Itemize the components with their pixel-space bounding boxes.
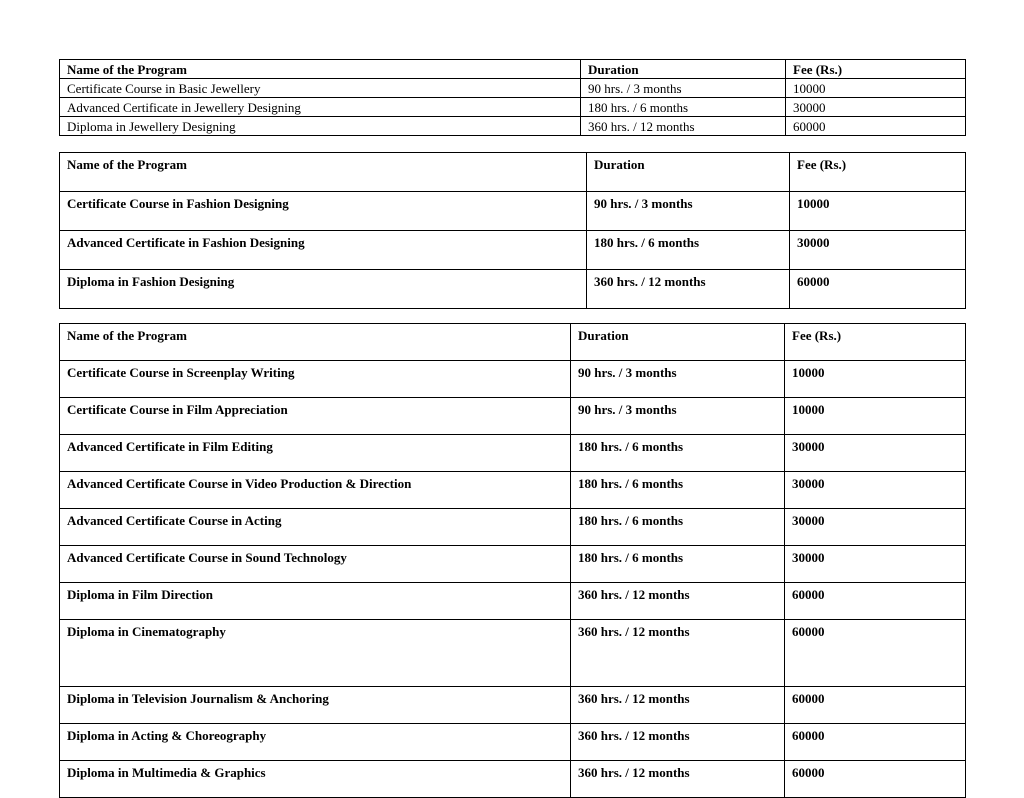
table-header-row [60,153,966,192]
program-cell: Advanced Certificate in Fashion Designing [60,231,587,270]
program-cell: Diploma in Multimedia & Graphics [60,761,571,798]
program-cell: Advanced Certificate in Film Editing [60,435,571,472]
program-cell: Diploma in Jewellery Designing [60,117,581,136]
fee-cell: 10000 [786,79,966,98]
table-header-row [60,324,966,361]
duration-cell: 180 hrs. / 6 months [571,472,785,509]
duration-cell: 90 hrs. / 3 months [587,192,790,231]
table-row [60,620,966,687]
duration-cell: 180 hrs. / 6 months [587,231,790,270]
fee-cell: 30000 [786,98,966,117]
table-row [60,761,966,798]
program-cell: Diploma in Fashion Designing [60,270,587,309]
table-row [60,117,966,136]
fee-cell: 30000 [785,509,966,546]
header-duration: Duration [581,60,786,79]
duration-cell: 360 hrs. / 12 months [571,724,785,761]
header-program: Name of the Program [60,324,571,361]
program-cell: Advanced Certificate Course in Video Production & Direction [60,472,571,509]
table-row [60,687,966,724]
table-row [60,270,966,309]
fee-cell: 30000 [785,472,966,509]
table-row [60,724,966,761]
table-row [60,398,966,435]
fee-cell: 60000 [790,270,966,309]
program-cell: Diploma in Film Direction [60,583,571,620]
duration-cell: 360 hrs. / 12 months [571,620,785,687]
table-row [60,361,966,398]
program-cell: Diploma in Acting & Choreography [60,724,571,761]
header-duration: Duration [571,324,785,361]
duration-cell: 360 hrs. / 12 months [571,583,785,620]
program-cell: Advanced Certificate Course in Acting [60,509,571,546]
table-row [60,192,966,231]
film-programs-table [59,323,966,798]
duration-cell: 90 hrs. / 3 months [571,361,785,398]
program-cell: Diploma in Television Journalism & Anchoring [60,687,571,724]
table-row [60,435,966,472]
program-cell: Advanced Certificate in Jewellery Designing [60,98,581,117]
fee-cell: 10000 [790,192,966,231]
program-cell: Certificate Course in Film Appreciation [60,398,571,435]
table-row [60,472,966,509]
header-duration: Duration [587,153,790,192]
fee-cell: 30000 [785,546,966,583]
header-program: Name of the Program [60,60,581,79]
duration-cell: 360 hrs. / 12 months [571,687,785,724]
fee-cell: 60000 [785,724,966,761]
duration-cell: 180 hrs. / 6 months [571,435,785,472]
program-cell: Certificate Course in Fashion Designing [60,192,587,231]
duration-cell: 360 hrs. / 12 months [587,270,790,309]
fee-cell: 10000 [785,398,966,435]
program-cell: Diploma in Cinematography [60,620,571,687]
fee-cell: 60000 [786,117,966,136]
program-cell: Certificate Course in Screenplay Writing [60,361,571,398]
fee-cell: 30000 [785,435,966,472]
fee-cell: 10000 [785,361,966,398]
table-row [60,583,966,620]
duration-cell: 180 hrs. / 6 months [581,98,786,117]
header-fee: Fee (Rs.) [786,60,966,79]
table-row [60,509,966,546]
program-cell: Certificate Course in Basic Jewellery [60,79,581,98]
duration-cell: 360 hrs. / 12 months [571,761,785,798]
program-cell: Advanced Certificate Course in Sound Technology [60,546,571,583]
table-row [60,98,966,117]
duration-cell: 180 hrs. / 6 months [571,546,785,583]
table-row [60,546,966,583]
fee-cell: 60000 [785,761,966,798]
fee-cell: 30000 [790,231,966,270]
duration-cell: 180 hrs. / 6 months [571,509,785,546]
fee-cell: 60000 [785,583,966,620]
duration-cell: 360 hrs. / 12 months [581,117,786,136]
header-fee: Fee (Rs.) [785,324,966,361]
jewellery-programs-table [59,59,966,136]
fee-cell: 60000 [785,620,966,687]
table-row [60,79,966,98]
header-program: Name of the Program [60,153,587,192]
duration-cell: 90 hrs. / 3 months [571,398,785,435]
table-row [60,231,966,270]
duration-cell: 90 hrs. / 3 months [581,79,786,98]
header-fee: Fee (Rs.) [790,153,966,192]
fashion-programs-table [59,152,966,309]
table-header-row [60,60,966,79]
fee-cell: 60000 [785,687,966,724]
